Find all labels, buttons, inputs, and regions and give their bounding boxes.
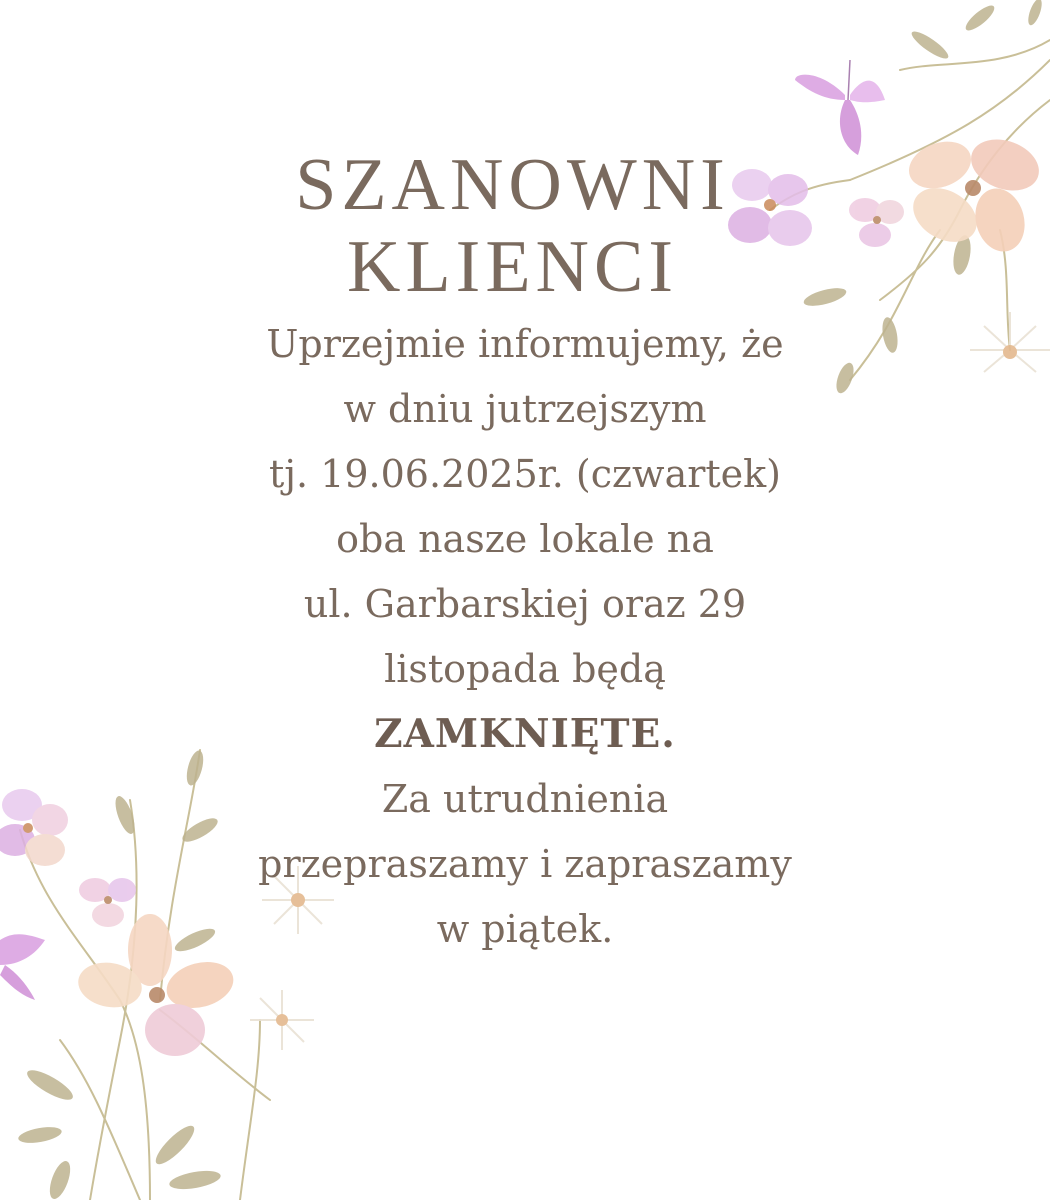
- message-line: Uprzejmie informujemy, że: [266, 322, 784, 366]
- heading-line-1: SZANOWNI: [295, 143, 730, 226]
- closed-notice: ZAMKNIĘTE.: [374, 711, 676, 757]
- butterfly-top: [795, 60, 885, 155]
- message-line: Za utrudnienia: [381, 777, 669, 821]
- message-line: w dniu jutrzejszym: [343, 387, 707, 431]
- message-line: tj. 19.06.2025r. (czwartek): [268, 452, 782, 496]
- notice-message: [0, 312, 1050, 962]
- message-line: w piątek.: [436, 907, 614, 951]
- message-line: przepraszamy i zapraszamy: [258, 842, 792, 886]
- message-line: oba nasze lokale na: [336, 517, 714, 561]
- message-line: listopada będą: [384, 647, 666, 691]
- heading-line-2: KLIENCI: [347, 225, 678, 308]
- message-line: ul. Garbarskiej oraz 29: [303, 582, 747, 626]
